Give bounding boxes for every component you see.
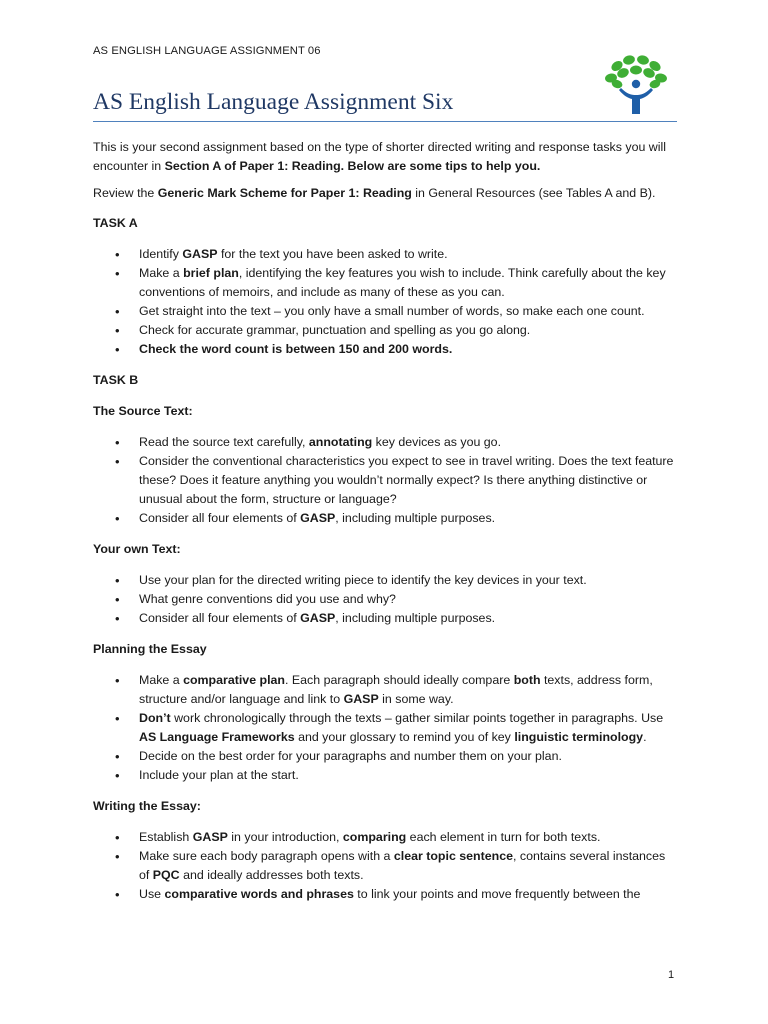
review-paragraph: Review the Generic Mark Scheme for Paper 1: Reading in General Resources (see Tables A and B).: [93, 186, 656, 200]
writing-heading: Writing the Essay:: [93, 799, 201, 813]
list-item: • Use your plan for the directed writing piece to identify the key devices in your text.: [93, 571, 677, 590]
tree-person-logo-icon: [603, 54, 669, 116]
list-item: • Make a comparative plan. Each paragraph should ideally compare both texts, address form, structure and/or language and link to GASP in some way.: [93, 671, 677, 709]
list-item: • Get straight into the text – you only have a small number of words, so make each one count.: [93, 302, 677, 321]
writing-list: [93, 828, 677, 904]
source-text-list: [93, 433, 677, 528]
list-item: • Make sure each body paragraph opens with a clear topic sentence, contains several instances of PQC and ideally addresses both texts.: [93, 847, 677, 885]
page-number: 1: [668, 969, 675, 981]
list-item: • Consider all four elements of GASP, including multiple purposes.: [93, 509, 677, 528]
list-item: • Consider the conventional characteristics you expect to see in travel writing. Does the text feature these? Does it feature anything you wouldn’t normally expect? Is there anything distinctive or unusual about the form, structure or language?: [93, 452, 677, 509]
task-b-heading: TASK B: [93, 373, 139, 387]
document-title: AS English Language Assignment Six: [93, 89, 454, 115]
planning-heading: Planning the Essay: [93, 642, 207, 656]
list-item: • Don’t work chronologically through the texts – gather similar points together in paragraphs. Use AS Language Frameworks and your glossary to remind you of key linguistic terminology.: [93, 709, 677, 747]
title-rule: [93, 121, 677, 122]
planning-list: [93, 671, 677, 785]
task-a-list: [93, 245, 677, 359]
source-text-heading: The Source Text:: [93, 404, 193, 418]
list-item: • Check for accurate grammar, punctuation and spelling as you go along.: [93, 321, 677, 340]
list-item: • Check the word count is between 150 and 200 words.: [93, 340, 677, 359]
list-item: • Include your plan at the start.: [93, 766, 677, 785]
list-item: • Identify GASP for the text you have been asked to write.: [93, 245, 677, 264]
list-item: • Decide on the best order for your paragraphs and number them on your plan.: [93, 747, 677, 766]
list-item: • What genre conventions did you use and why?: [93, 590, 677, 609]
list-item: • Consider all four elements of GASP, including multiple purposes.: [93, 609, 677, 628]
running-header: AS ENGLISH LANGUAGE ASSIGNMENT 06: [93, 45, 321, 57]
own-text-heading: Your own Text:: [93, 542, 181, 556]
list-item: • Make a brief plan, identifying the key features you wish to include. Think carefully about the key conventions of memoirs, and include as many of these as you can.: [93, 264, 677, 302]
intro-paragraph: This is your second assignment based on the type of shorter directed writing and response tasks you will encounter in Section A of Paper 1: Reading. Below are some tips to help you.: [93, 140, 667, 173]
list-item: • Establish GASP in your introduction, comparing each element in turn for both texts.: [93, 828, 677, 847]
own-text-list: [93, 571, 677, 628]
list-item: • Read the source text carefully, annotating key devices as you go.: [93, 433, 677, 452]
task-a-heading: TASK A: [93, 216, 138, 230]
document-body: [93, 138, 677, 916]
list-item: • Use comparative words and phrases to link your points and move frequently between the: [93, 885, 677, 904]
